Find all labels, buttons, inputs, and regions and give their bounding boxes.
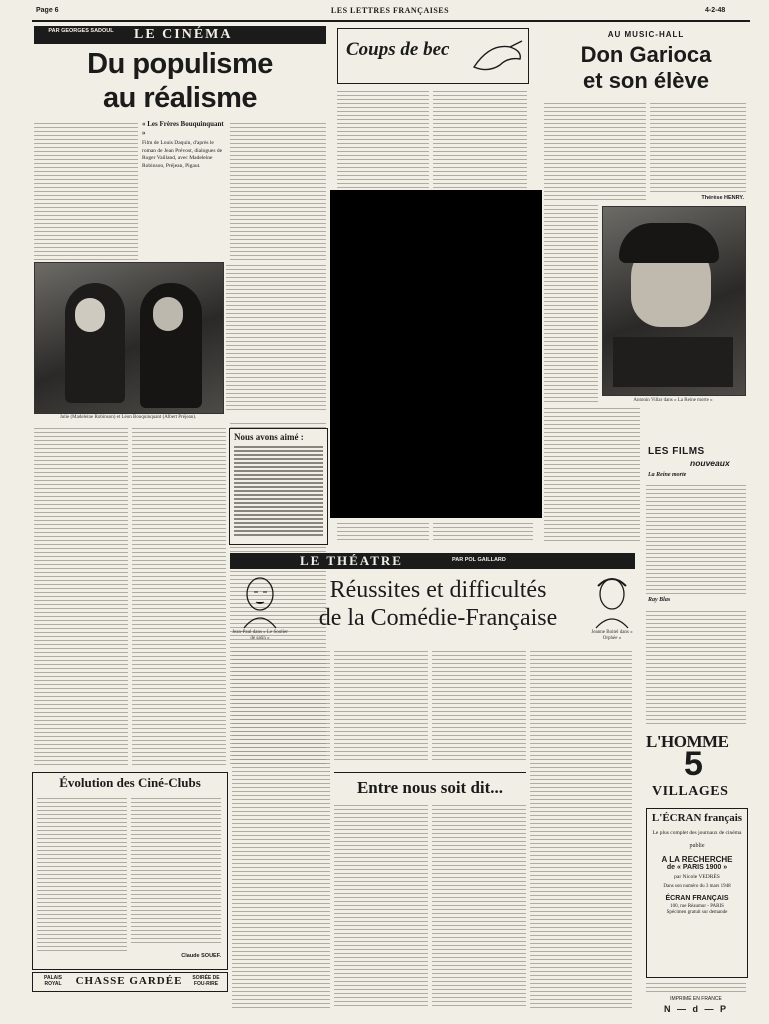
ad-ecran-line6: Dans son numéro du 3 mars 1948	[663, 884, 731, 889]
cinema-headline-2: au réalisme	[102, 82, 258, 114]
cinema-section-title: LE CINÉMA	[134, 27, 233, 42]
entre-nous-col-1	[334, 802, 428, 1008]
theatre-caricature-left-icon	[236, 572, 284, 630]
theatre-col-2	[334, 648, 428, 760]
films-title-2: nouveaux	[690, 458, 730, 468]
ad-palais-left: PALAIS ROYAL	[44, 975, 62, 987]
music-col-1c	[544, 405, 640, 543]
sidebar-title: « Les Frères Bouquinquant »	[142, 120, 224, 137]
ad-ecran-brand: L'ÉCRAN français	[651, 812, 743, 824]
films-col-2	[646, 608, 746, 726]
cinema-headline-1: Du populisme	[87, 48, 273, 80]
cinema-byline: PAR GEORGES SADOUL	[48, 28, 114, 34]
cinema-section-bar	[34, 26, 326, 44]
films-col-1	[646, 482, 746, 594]
coups-col-2c	[433, 520, 533, 540]
ad-palais-right: SOIRÉE DE FOU-RIRE	[192, 975, 220, 987]
cine-clubs-box	[32, 772, 228, 970]
cinema-sidebar	[142, 120, 226, 255]
theatre-headline-1: Réussites et difficultés	[329, 577, 547, 603]
cine-clubs-signature: Claude SOUEF.	[181, 953, 221, 959]
cinema-still-photo	[34, 262, 224, 414]
cinema-col-1b	[34, 425, 128, 765]
cinema-col-2b	[132, 425, 226, 765]
coups-de-bec-box	[337, 28, 529, 84]
publication-name: LES LETTRES FRANÇAISES	[330, 6, 450, 15]
ecran-francais-ad	[646, 808, 748, 978]
cine-clubs-title: Évolution des Ciné-Clubs	[59, 775, 201, 790]
ad-palais-center: CHASSE GARDÉE	[75, 975, 183, 987]
music-hall-photo	[602, 206, 746, 396]
theatre-col-3	[432, 648, 526, 760]
films-subhead-1: La Reine morte	[648, 472, 687, 478]
music-hall-photo-caption: Antonin Villar dans « La Reine morte »	[633, 398, 713, 403]
ad-homme-line1: L'HOMME	[646, 732, 729, 751]
theatre-section-bar	[230, 553, 635, 569]
redacted-block	[330, 190, 542, 518]
sidebar-text: Film de Louis Daquin, d'après le roman de Jean Prévost, dialogues de Roger Vailland, avec Madeleine Robinson, Préjean, Pigaut.	[142, 140, 223, 169]
theatre-caricature-right-icon	[588, 572, 636, 630]
entre-nous-title: Entre nous soit dit...	[356, 778, 504, 797]
entre-nous-rule	[334, 772, 526, 773]
coups-col-2	[433, 88, 527, 188]
footer-legal-lines	[646, 980, 746, 994]
palais-royal-ad	[32, 972, 228, 992]
page-number: Page 6	[36, 7, 59, 14]
ad-ecran-line9: Spécimen gratuit sur demande	[666, 910, 728, 915]
films-subhead-2: Ray Blas	[648, 597, 671, 603]
theatre-byline: PAR POL GAILLARD	[452, 557, 506, 563]
music-hall-signature: Thérèse HENRY.	[701, 195, 744, 201]
bird-illustration-icon	[470, 37, 524, 77]
nous-avons-aime-list	[234, 444, 323, 536]
cinema-col-3	[230, 120, 326, 260]
cinema-photo-caption: Julie (Madeleine Robinson) et Léon Bouquinquant (Albert Préjean).	[59, 415, 197, 420]
theatre-section-title: LE THÉATRE	[300, 553, 403, 568]
ad-ecran-line2: publie	[689, 843, 705, 849]
header-rule	[32, 20, 750, 22]
ad-ecran-line1: Le plus complet des journaux de cinéma	[652, 830, 742, 836]
issue-date: 4-2-48	[705, 7, 726, 14]
ad-ecran-line5: par Nicole VEDRÈS	[674, 874, 720, 880]
theatre-headline-2: de la Comédie-Française	[318, 605, 558, 631]
music-hall-title-1: Don Garioca	[580, 42, 712, 67]
coups-de-bec-title: Coups de bec	[346, 39, 450, 60]
ad-ecran-line8: 100, rue Réaumur - PARIS	[670, 904, 724, 909]
music-hall-kicker: AU MUSIC-HALL	[607, 30, 685, 39]
theatre-right-caption: Jeanne Boitel dans « Orphée »	[591, 630, 633, 641]
ad-ecran-line4: de « PARIS 1900 »	[666, 864, 728, 871]
cine-clubs-col-2	[131, 795, 221, 945]
nous-avons-aime-box	[229, 428, 328, 545]
ad-ecran-line3: A LA RECHERCHE	[661, 855, 733, 864]
theatre-left-caption: Jean-Paul dans « Le Soulier de satin »	[232, 630, 288, 641]
ad-homme-number: 5	[684, 745, 703, 783]
cinema-col-1	[34, 120, 138, 260]
cine-clubs-col-1	[37, 795, 127, 951]
theatre-col-1	[232, 648, 330, 1008]
music-col-1	[544, 100, 646, 200]
ad-ecran-line7: ÉCRAN FRANÇAIS	[665, 895, 729, 902]
ad-homme-line2: VILLAGES	[652, 784, 729, 799]
music-col-2	[650, 100, 746, 195]
nous-avons-aime-title: Nous avons aimé :	[234, 432, 304, 442]
music-col-1b	[544, 202, 598, 402]
coups-col-1c	[337, 520, 429, 540]
entre-nous-col-2	[432, 802, 526, 1008]
music-hall-title-2: et son élève	[583, 68, 709, 93]
footer-nfp: N — d — P	[663, 1004, 728, 1014]
theatre-col-4	[530, 648, 632, 1008]
cinema-col-3b	[226, 262, 326, 412]
homme-villages-ad	[646, 732, 746, 802]
films-title-1: LES FILMS	[648, 446, 705, 457]
footer-printer: IMPRIMÉ EN FRANCE	[670, 996, 722, 1002]
